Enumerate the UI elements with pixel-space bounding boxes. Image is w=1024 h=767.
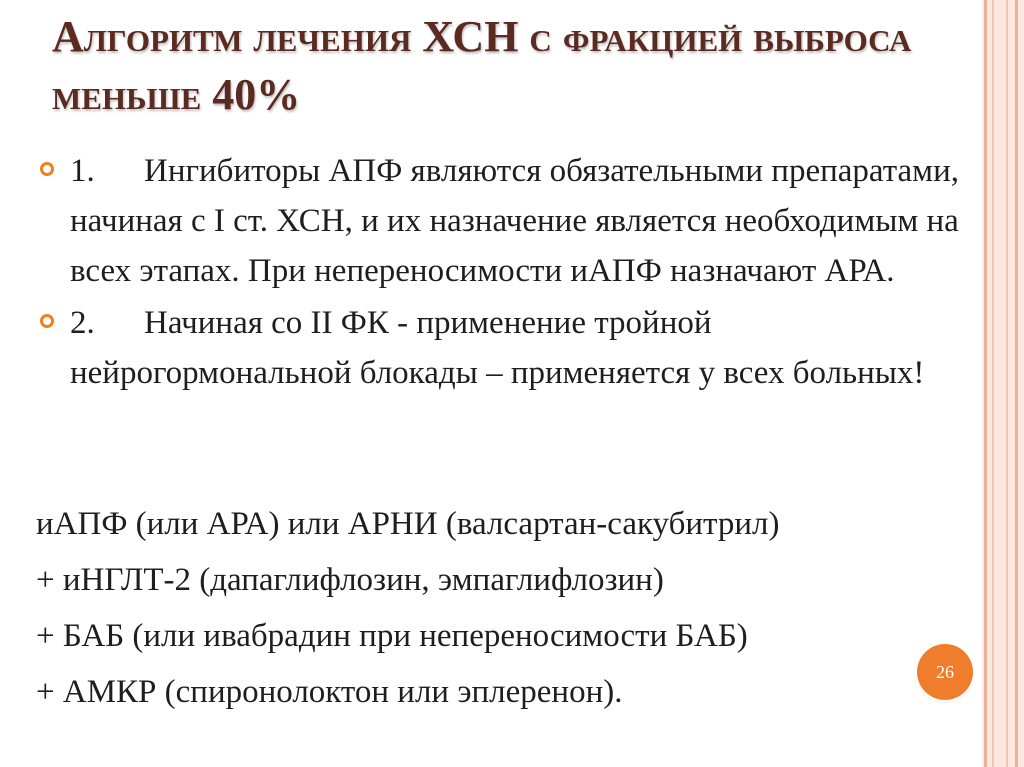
decorative-border — [982, 0, 1024, 767]
therapy-lines — [36, 496, 966, 720]
bullet-number: 1. — [70, 153, 95, 189]
bullet-text: Ингибиторы АПФ являются обязательными препаратами, начиная с I ст. ХСН, и их назначение является необходимым на всех этапах. При непереносимости иАПФ назначают АРА. — [70, 153, 959, 289]
border-stripe — [1006, 0, 1008, 767]
border-stripe — [1015, 0, 1018, 767]
therapy-line: + БАБ (или ивабрадин при непереносимости БАБ) — [36, 618, 748, 654]
therapy-line: + АМКР (спиронолоктон или эплеренон). — [36, 674, 623, 710]
bullet-number: 2. — [70, 305, 95, 341]
bullet-item — [36, 298, 966, 398]
bullet-list — [36, 146, 966, 400]
therapy-line: иАПФ (или АРА) или АРНИ (валсартан-сакубитрил) — [36, 506, 780, 542]
bullet-text: Начиная со II ФК - применение тройной нейрогормональной блокады – применяется у всех больных! — [70, 305, 925, 391]
border-stripe — [992, 0, 994, 767]
bullet-ring-icon — [40, 162, 54, 176]
border-stripe — [984, 0, 987, 767]
bullet-item — [36, 146, 966, 296]
therapy-line: + иНГЛТ-2 (дапаглифлозин, эмпаглифлозин) — [36, 562, 664, 598]
slide-title: Алгоритм лечения ХСН с фракцией выброса меньше 40% — [52, 12, 912, 119]
page-number-badge: 26 — [917, 644, 973, 700]
bullet-ring-icon — [40, 314, 54, 328]
